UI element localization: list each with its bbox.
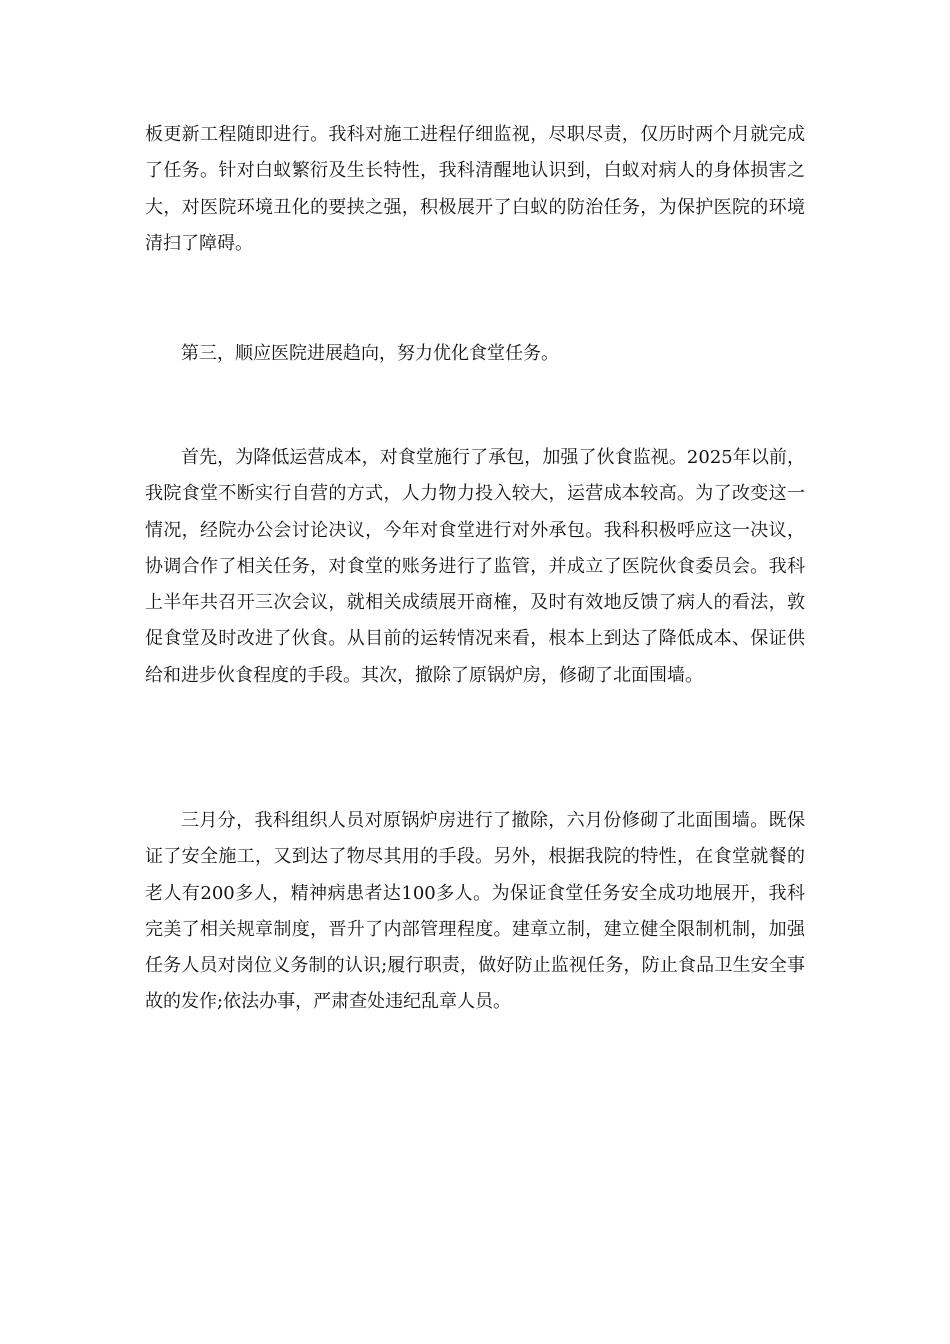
paragraph-canteen-contracting: 首先，为降低运营成本，对食堂施行了承包，加强了伙食监视。2025年以前，我院食堂不断实行自营的方式，人力物力投入较大，运营成本较高。为了改变这一情况，经院办公会讨论决议，今年对食堂进行对外承包。我科积极呼应这一决议，协调合作了相关任务，对食堂的账务进行了监管，并成立了医院伙食委员会。我科上半年共召开三次会议，就相关成绩展开商榷，及时有效地反馈了病人的看法，敦促食堂及时改进了伙食。从目前的运转情况来看，根本上到达了降低成本、保证供给和进步伙食程度的手段。其次，撤除了原锅炉房，修砌了北面围墙。 xyxy=(145,447,805,686)
section-heading-canteen: 第三，顺应医院进展趋向，努力优化食堂任务。 xyxy=(181,343,559,364)
paragraph-boiler-room-removal: 三月分，我科组织人员对原锅炉房进行了撤除，六月份修砌了北面围墙。既保证了安全施工，又到达了物尽其用的手段。另外，根据我院的特性，在食堂就餐的老人有200多人，精神病患者达100多人。为保证食堂任务安全成功地展开，我科完美了相关规章制度，晋升了内部管理程度。建章立制，建立健全限制机制，加强任务人员对岗位义务制的认识;履行职责，做好防止监视任务，防止食品卫生安全事故的发作;依法办事，严肃查处违纪乱章人员。 xyxy=(145,810,805,1013)
paragraph-termite-control: 板更新工程随即进行。我科对施工进程仔细监视，尽职尽责，仅历时两个月就完成了任务。针对白蚁繁衍及生长特性，我科清醒地认识到，白蚁对病人的身体损害之大，对医院环境丑化的要挟之强，积极展开了白蚁的防治任务，为保护医院的环境清扫了障碍。 xyxy=(145,124,805,254)
